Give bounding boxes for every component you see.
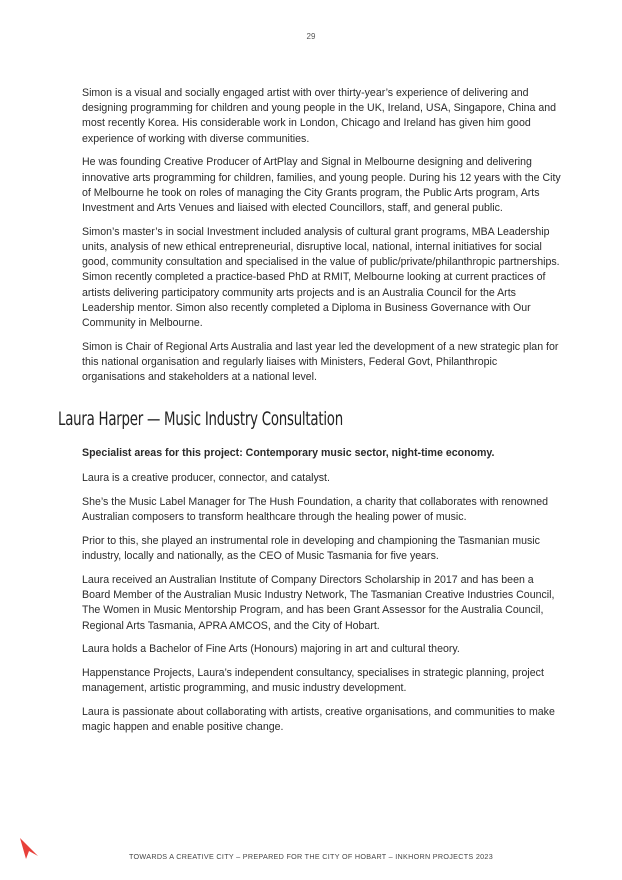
specialist-areas: Specialist areas for this project: Contemporary music sector, night-time economy. bbox=[82, 447, 495, 459]
page-number: 29 bbox=[306, 32, 316, 41]
laura-paragraph: Laura holds a Bachelor of Fine Arts (Honours) majoring in art and cultural theory. bbox=[82, 643, 460, 656]
footer: TOWARDS A CREATIVE CITY – PREPARED FOR THE CITY OF HOBART – INKHORN PROJECTS 2023 bbox=[128, 852, 494, 861]
laura-paragraph: Laura received an Australian Institute of Company Directors Scholarship in 2017 and has been a Board Member of the Australian Music Industry Network, The Tasmanian Creative Industries Council, The Women in Music Mentorship Program, and has been Grant Assessor for the Australia Council, Regional Arts Tasmania, APRA AMCOS, and the City of Hobart. bbox=[82, 574, 555, 632]
laura-paragraph: Laura is a creative producer, connector, and catalyst. bbox=[82, 472, 330, 485]
laura-section-heading: Laura Harper — Music Industry Consultation bbox=[58, 408, 343, 430]
simon-paragraph: Simon’s master’s in social Investment included analysis of cultural grant programs, MBA Leadership units, analysis of new ethical entrepreneurial, disruptive local, national, internal initiatives for social good, community consultation and specialised in the value of public/private/philanthropic partnerships. Simon recently completed a practice-based PhD at RMIT, Melbourne looking at current practices of artists delivering participatory community arts projects and is an Australia Council for the Arts Leadership mentor. Simon also recently completed a Diploma in Business Governance with Our Community in Melbourne. bbox=[82, 225, 560, 330]
simon-paragraph: He was founding Creative Producer of ArtPlay and Signal in Melbourne designing and delivering innovative arts programming for children, families, and young people. During his 12 years with the City of Melbourne he took on roles of managing the City Grants program, the Public Arts program, Arts Investment and Arts Venues and liaised with elected Councillors, staff, and general public. bbox=[82, 156, 561, 215]
simon-bio bbox=[82, 86, 562, 394]
laura-paragraph: Prior to this, she played an instrumental role in developing and championing the Tasmanian music industry, locally and nationally, as the CEO of Music Tasmania for five years. bbox=[82, 535, 540, 563]
laura-paragraph: She’s the Music Label Manager for The Hush Foundation, a charity that collaborates with renowned Australian composers to transform healthcare through the healing power of music. bbox=[82, 496, 549, 524]
simon-paragraph: Simon is Chair of Regional Arts Australia and last year led the development of a new strategic plan for this national organisation and regularly liaises with Ministers, Federal Govt, Philanthropic organisations and stakeholders at a national level. bbox=[82, 340, 559, 384]
laura-bio bbox=[82, 446, 562, 744]
laura-paragraph: Laura is passionate about collaborating with artists, creative organisations, and communities to make magic happen and enable positive change. bbox=[82, 706, 555, 734]
simon-paragraph: Simon is a visual and socially engaged artist with over thirty-year’s experience of delivering and designing programming for children and young people in the UK, Ireland, USA, Singapore, China and most recently Korea. His considerable work in London, Chicago and Ireland has given him good experience of working with diverse communities. bbox=[82, 87, 557, 145]
laura-paragraph: Happenstance Projects, Laura’s independent consultancy, specialises in strategic planning, project management, artistic programming, and music industry development. bbox=[82, 667, 544, 695]
